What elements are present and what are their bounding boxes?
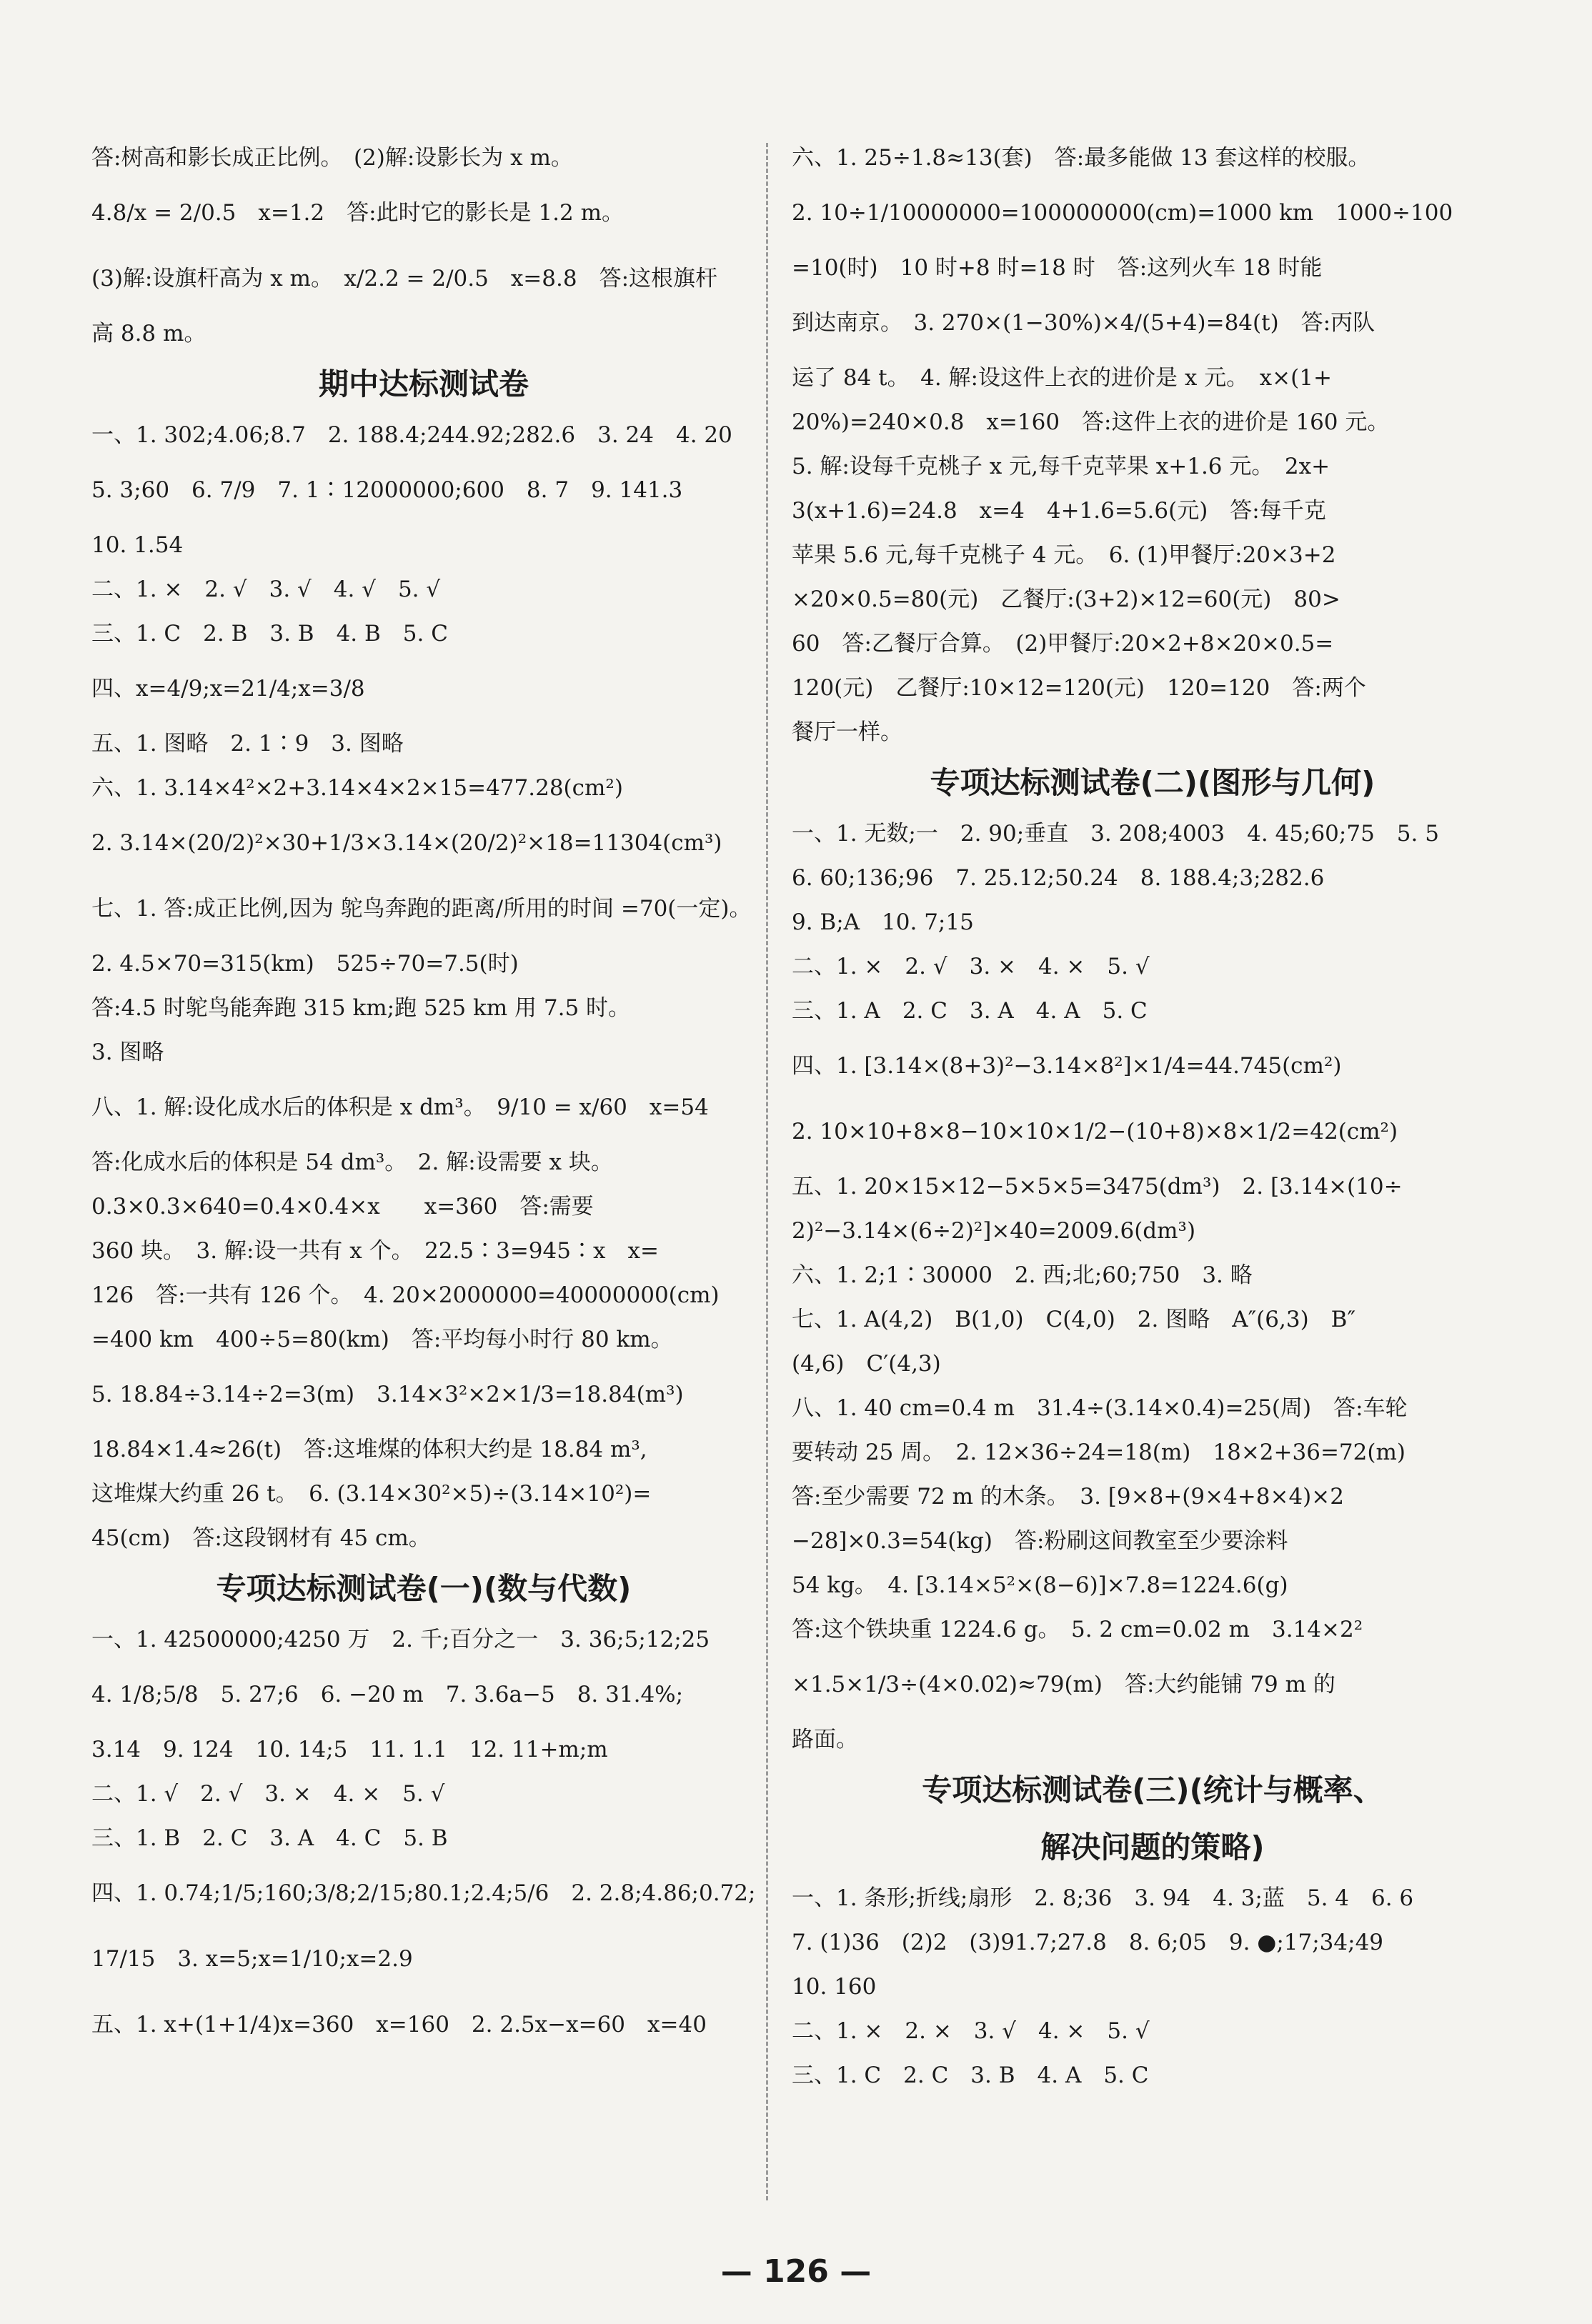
answer-line: 路面。 (792, 1727, 858, 1752)
answer-line: 三、1. C 2. C 3. B 4. A 5. C (792, 2063, 1149, 2088)
answer-line: =10(时) 10 时+8 时=18 时 答:这列火车 18 时能 (792, 255, 1323, 281)
answer-line: =400 km 400÷5=80(km) 答:平均每小时行 80 km。 (91, 1327, 673, 1352)
answer-line: 10. 1.54 (91, 532, 184, 558)
answer-line: 八、1. 解:设化成水后的体积是 x dm³。 9/10 = x/60 x=54 (91, 1094, 709, 1120)
right-column (792, 136, 1513, 2098)
answer-line: 2. 4.5×70=315(km) 525÷70=7.5(时) (91, 951, 519, 977)
answer-line: 120(元) 乙餐厅:10×12=120(元) 120=120 答:两个 (792, 675, 1366, 701)
answer-line: 八、1. 40 cm=0.4 m 31.4÷(3.14×0.4)=25(周) 答:车轮 (792, 1395, 1408, 1421)
answer-line: (4,6) C′(4,3) (792, 1351, 941, 1377)
section-title: 专项达标测试卷(一)(数与代数) (216, 1571, 632, 1606)
answer-line: 一、1. 条形;折线;扇形 2. 8;36 3. 94 4. 3;蓝 5. 4 6. 6 (792, 1885, 1414, 1911)
answer-line: 5. 18.84÷3.14÷2=3(m) 3.14×3²×2×1/3=18.84(m³) (91, 1382, 684, 1407)
answer-line: 答:这个铁块重 1224.6 g。 5. 2 cm=0.02 m 3.14×2² (792, 1617, 1363, 1642)
answer-line: 7. (1)36 (2)2 (3)91.7;27.8 8. 6;05 9. ●;17;34;49 (792, 1930, 1384, 1955)
answer-line: 答:化成水后的体积是 54 dm³。 2. 解:设需要 x 块。 (91, 1149, 613, 1175)
answer-line: ×1.5×1/3÷(4×0.02)≈79(m) 答:大约能铺 79 m 的 (792, 1672, 1335, 1697)
answer-line: 三、1. B 2. C 3. A 4. C 5. B (91, 1825, 448, 1851)
answer-line: 10. 160 (792, 1974, 877, 2000)
answer-line: 六、1. 2;1∶30000 2. 西;北;60;750 3. 略 (792, 1262, 1253, 1288)
answer-line: 2)²−3.14×(6÷2)²]×40=2009.6(dm³) (792, 1218, 1196, 1244)
answer-line: 45(cm) 答:这段钢材有 45 cm。 (91, 1525, 431, 1551)
answer-line: 运了 84 t。 4. 解:设这件上衣的进价是 x 元。 x×(1+ (792, 365, 1332, 391)
column-divider (766, 143, 768, 2200)
answer-line: 六、1. 3.14×4²×2+3.14×4×2×15=477.28(cm²) (91, 775, 623, 801)
answer-line: 七、1. A(4,2) B(1,0) C(4,0) 2. 图略 A″(6,3) B″ (792, 1307, 1356, 1332)
answer-line: 17/15 3. x=5;x=1/10;x=2.9 (91, 1946, 413, 1972)
answer-line: 二、1. × 2. √ 3. √ 4. √ 5. √ (91, 577, 441, 602)
answer-line: 54 kg。 4. [3.14×5²×(8−6)]×7.8=1224.6(g) (792, 1572, 1288, 1598)
answer-line: 6. 60;136;96 7. 25.12;50.24 8. 188.4;3;282.6 (792, 865, 1325, 891)
answer-line: 60 答:乙餐厅合算。 (2)甲餐厅:20×2+8×20×0.5= (792, 631, 1334, 657)
answer-line: 18.84×1.4≈26(t) 答:这堆煤的体积大约是 18.84 m³, (91, 1437, 647, 1462)
answer-line: 三、1. A 2. C 3. A 4. A 5. C (792, 998, 1148, 1024)
answer-line: 4. 1/8;5/8 5. 27;6 6. −20 m 7. 3.6a−5 8. 31.4%; (91, 1682, 684, 1707)
answer-line: 二、1. √ 2. √ 3. × 4. × 5. √ (91, 1781, 445, 1807)
answer-line: 答:4.5 时鸵鸟能奔跑 315 km;跑 525 km 用 7.5 时。 (91, 995, 631, 1021)
answer-line: 二、1. × 2. × 3. √ 4. × 5. √ (792, 2018, 1150, 2044)
answer-line: 5. 3;60 6. 7/9 7. 1∶12000000;600 8. 7 9. 141.3 (91, 477, 683, 503)
answer-line: 二、1. × 2. √ 3. × 4. × 5. √ (792, 954, 1150, 979)
answer-line: 3(x+1.6)=24.8 x=4 4+1.6=5.6(元) 答:每千克 (792, 498, 1326, 524)
answer-line: 5. 解:设每千克桃子 x 元,每千克苹果 x+1.6 元。 2x+ (792, 454, 1330, 479)
answer-line: 答:至少需要 72 m 的木条。 3. [9×8+(9×4+8×4)×2 (792, 1484, 1344, 1510)
answer-line: 六、1. 25÷1.8≈13(套) 答:最多能做 13 套这样的校服。 (792, 145, 1370, 171)
answer-line: 一、1. 302;4.06;8.7 2. 188.4;244.92;282.6 3. 24 4. 20 (91, 422, 732, 448)
answer-line: 要转动 25 周。 2. 12×36÷24=18(m) 18×2+36=72(m) (792, 1440, 1406, 1465)
answer-line: 三、1. C 2. B 3. B 4. B 5. C (91, 621, 448, 647)
answer-line: 四、1. 0.74;1/5;160;3/8;2/15;80.1;2.4;5/6 2. 2.8;4.86;0.72; (91, 1880, 756, 1906)
answer-line: 答:树高和影长成正比例。 (2)解:设影长为 x m。 (91, 145, 573, 171)
answer-line: 20%)=240×0.8 x=160 答:这件上衣的进价是 160 元。 (792, 409, 1390, 435)
answer-line: −28]×0.3=54(kg) 答:粉刷这间教室至少要涂料 (792, 1528, 1288, 1554)
answer-line: 126 答:一共有 126 个。 4. 20×2000000=40000000(cm) (91, 1282, 720, 1308)
answer-line: 四、x=4/9;x=21/4;x=3/8 (91, 676, 365, 702)
page-number: — 126 — (720, 2253, 872, 2290)
answer-line: 这堆煤大约重 26 t。 6. (3.14×30²×5)÷(3.14×10²)= (91, 1481, 652, 1507)
answer-line: 0.3×0.3×640=0.4×0.4×x x=360 答:需要 (91, 1194, 594, 1220)
answer-line: 五、1. 图略 2. 1∶9 3. 图略 (91, 731, 404, 757)
answer-line: 3. 图略 (91, 1039, 164, 1065)
answer-line: 高 8.8 m。 (91, 321, 207, 346)
answer-line: 360 块。 3. 解:设一共有 x 个。 22.5∶3=945∶x x= (91, 1238, 659, 1264)
answer-line: 七、1. 答:成正比例,因为 鸵鸟奔跑的距离/所用的时间 =70(一定)。 (91, 896, 752, 922)
section-title: 期中达标测试卷 (318, 366, 529, 402)
answer-line: 9. B;A 10. 7;15 (792, 909, 974, 935)
section-title: 专项达标测试卷(二)(图形与几何) (930, 765, 1375, 800)
section-title: 解决问题的策略) (1040, 1830, 1265, 1865)
section-title: 专项达标测试卷(三)(统计与概率、 (922, 1772, 1383, 1807)
answer-line: 2. 3.14×(20/2)²×30+1/3×3.14×(20/2)²×18=11304(cm³) (91, 830, 722, 856)
answer-line: 五、1. x+(1+1/4)x=360 x=160 2. 2.5x−x=60 x=40 (91, 2012, 707, 2038)
answer-line: 一、1. 42500000;4250 万 2. 千;百分之一 3. 36;5;12;25 (91, 1627, 710, 1652)
answer-line: 2. 10×10+8×8−10×10×1/2−(10+8)×8×1/2=42(cm²) (792, 1119, 1398, 1144)
answer-line: 四、1. [3.14×(8+3)²−3.14×8²]×1/4=44.745(cm²) (792, 1053, 1342, 1079)
answer-line: 到达南京。 3. 270×(1−30%)×4/(5+4)=84(t) 答:丙队 (792, 310, 1375, 336)
answer-line: 3.14 9. 124 10. 14;5 11. 1.1 12. 11+m;m (91, 1737, 608, 1762)
answer-line: 一、1. 无数;一 2. 90;垂直 3. 208;4003 4. 45;60;75 5. 5 (792, 821, 1439, 847)
left-column (91, 136, 756, 2058)
answer-line: 苹果 5.6 元,每千克桃子 4 元。 6. (1)甲餐厅:20×3+2 (792, 542, 1336, 568)
answer-line: 餐厅一样。 (792, 719, 902, 745)
answer-line: 2. 10÷1/10000000=100000000(cm)=1000 km 1000÷100 (792, 200, 1453, 226)
answer-line: 五、1. 20×15×12−5×5×5=3475(dm³) 2. [3.14×(10÷ (792, 1174, 1403, 1200)
answer-line: ×20×0.5=80(元) 乙餐厅:(3+2)×12=60(元) 80> (792, 587, 1340, 612)
answer-line: (3)解:设旗杆高为 x m。 x/2.2 = 2/0.5 x=8.8 答:这根旗杆 (91, 266, 718, 291)
answer-line: 4.8/x = 2/0.5 x=1.2 答:此时它的影长是 1.2 m。 (91, 200, 624, 226)
